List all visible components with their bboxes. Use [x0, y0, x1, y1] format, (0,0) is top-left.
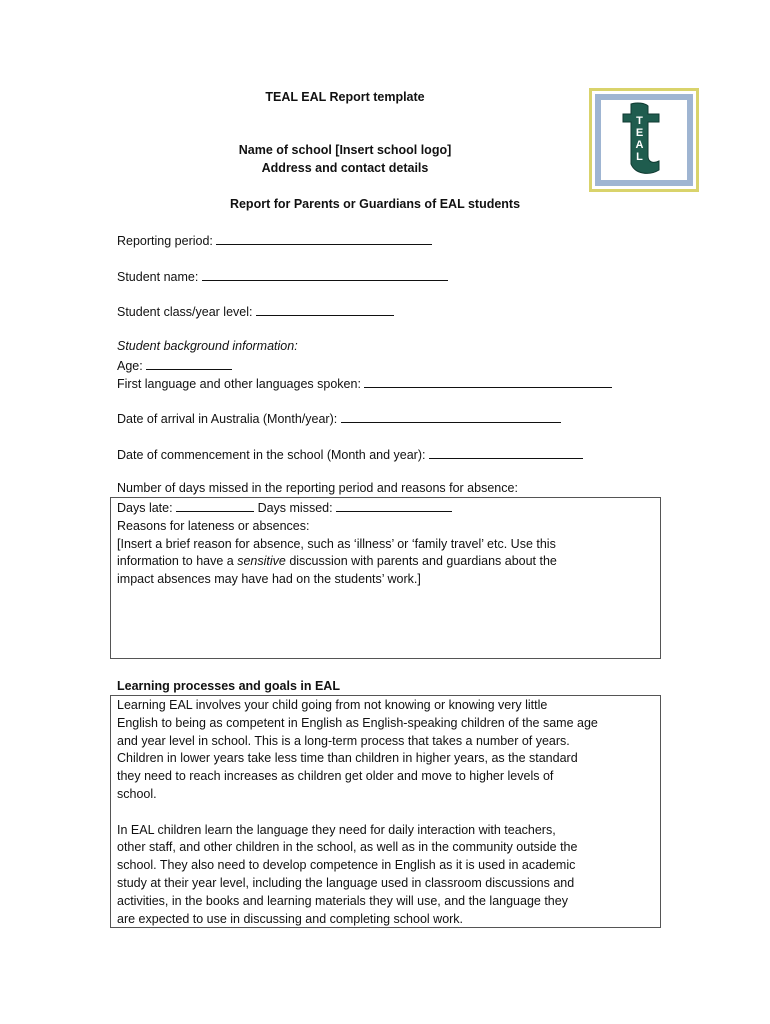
student-class-blank[interactable]: [256, 303, 394, 316]
field-label: First language and other languages spoken:: [117, 377, 361, 391]
days-row: [117, 499, 652, 518]
logo-letter: A: [635, 139, 644, 151]
instruction-text: information to have a: [117, 554, 238, 569]
instruction-text: discussion with parents and guardians about the: [285, 554, 557, 569]
learning-line: Children in lower years take less time than children in higher years, as the standard: [117, 751, 578, 766]
learning-content: [117, 697, 652, 928]
arrival-blank[interactable]: [341, 410, 561, 423]
learning-box: [110, 695, 661, 928]
field-label: Student class/year level:: [117, 305, 253, 319]
student-name-blank[interactable]: [202, 268, 448, 281]
field-label: Age:: [117, 359, 143, 373]
learning-line: English to being as competent in English as English-speaking children of the same age: [117, 715, 598, 730]
arrival-field: [117, 410, 561, 426]
field-label: Date of arrival in Australia (Month/year):: [117, 412, 338, 426]
logo-border: [595, 94, 693, 186]
field-label: Date of commencement in the school (Month and year):: [117, 448, 426, 462]
student-name-field: [117, 268, 448, 284]
instruction-line: [Insert a brief reason for absence, such as ‘illness’ or ‘family travel’ etc. Use this: [117, 536, 556, 551]
age-blank[interactable]: [146, 357, 232, 370]
languages-field: [117, 375, 612, 391]
instruction-emphasis: sensitive: [237, 554, 286, 569]
logo-letter: T: [636, 115, 643, 127]
learning-line: other staff, and other children in the school, as well as in the community outside the: [117, 840, 578, 855]
days-missed-label: Days missed:: [257, 501, 333, 515]
paragraph-spacer: [117, 804, 652, 822]
learning-line: In EAL children learn the language they need for daily interaction with teachers,: [117, 822, 556, 837]
field-label: Reporting period:: [117, 234, 213, 248]
absence-heading: Number of days missed in the reporting period and reasons for absence:: [117, 481, 518, 495]
learning-line: and year level in school. This is a long-term process that takes a number of years.: [117, 733, 570, 748]
learning-line: Learning EAL involves your child going from not knowing or knowing very little: [117, 698, 548, 712]
learning-line: study at their year level, including the language used in classroom discussions and: [117, 875, 575, 890]
logo-background: [601, 100, 687, 180]
school-name: Name of school [Insert school logo]: [238, 143, 452, 157]
days-missed-blank[interactable]: [336, 499, 452, 512]
age-field: [117, 357, 232, 373]
document-title: TEAL EAL Report template: [265, 90, 425, 104]
days-late-label: Days late:: [117, 501, 173, 515]
learning-line: they need to reach increases as children get older and move to higher levels of: [117, 769, 554, 784]
teal-t-logo-icon: [601, 100, 687, 180]
address-line: Address and contact details: [261, 161, 429, 175]
learning-line: school. They also need to develop competence in English as it is used in academic: [117, 858, 576, 873]
background-heading: Student background information:: [117, 339, 298, 353]
days-late-blank[interactable]: [176, 499, 254, 512]
instruction-line: impact absences may have had on the students’ work.]: [117, 572, 421, 587]
learning-line: school.: [117, 786, 157, 801]
field-label: Student name:: [117, 270, 199, 284]
instruction-line: [117, 553, 652, 571]
logo-letter: L: [636, 151, 643, 163]
learning-heading: Learning processes and goals in EAL: [117, 679, 340, 693]
reporting-period-field: [117, 232, 432, 248]
teal-logo: [589, 88, 699, 192]
report-title: Report for Parents or Guardians of EAL students: [229, 197, 521, 211]
reasons-label: Reasons for lateness or absences:: [117, 518, 310, 533]
languages-blank[interactable]: [364, 375, 612, 388]
commencement-blank[interactable]: [429, 446, 583, 459]
commencement-field: [117, 446, 583, 462]
absence-box: [110, 497, 661, 659]
learning-line: are expected to use in discussing and completing school work.: [117, 911, 464, 926]
absence-box-content: [117, 499, 652, 589]
learning-line: activities, in the books and learning materials they will use, and the language they: [117, 893, 568, 908]
reporting-period-blank[interactable]: [216, 232, 432, 245]
logo-letter: E: [635, 127, 644, 139]
student-class-field: [117, 303, 394, 319]
